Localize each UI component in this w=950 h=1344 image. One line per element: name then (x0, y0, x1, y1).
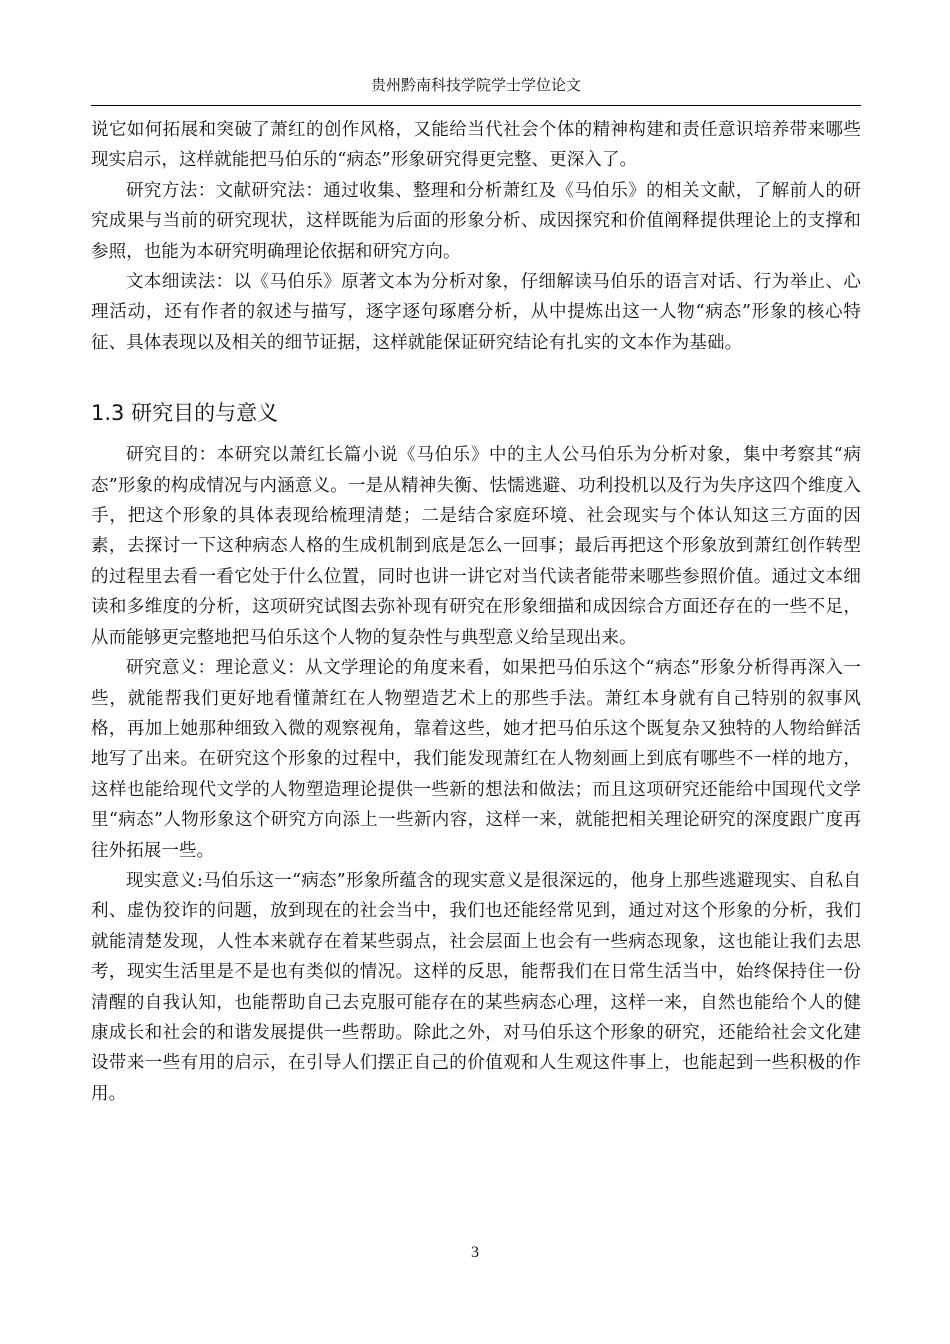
paragraph: 现实意义:马伯乐这一“病态”形象所蕴含的现实意义是很深远的，他身上那些逃避现实、自私自利、虚伪狡诈的问题，放到现在的社会当中，我们也还能经常见到，通过对这个形象的分析，我们就能清楚发现，人性本来就存在着某些弱点，社会层面上也会有一些病态现象，这也能让我们去思考，现实生活里是不是也有类似的情况。这样的反思，能帮我们在日常生活当中，始终保持住一份清醒的自我认知，也能帮助自己去克服可能存在的某些病态心理，这样一来，自然也能给个人的健康成长和社会的和谐发展提供一些帮助。除此之外，对马伯乐这个形象的研究，还能给社会文化建设带来一些有用的启示，在引导人们摆正自己的价值观和人生观这件事上，也能起到一些积极的作用。 (91, 870, 861, 1104)
body-text (91, 115, 861, 1109)
paragraph: 文本细读法：以《马伯乐》原著文本为分析对象，仔细解读马伯乐的语言对话、行为举止、心理活动，还有作者的叙述与描写，逐字逐句琢磨分析，从中提炼出这一人物“病态”形象的核心特征、具体表现以及相关的细节证据，这样就能保证研究结论有扎实的文本作为基础。 (91, 272, 861, 353)
paragraph: 研究方法：文献研究法：通过收集、整理和分析萧红及《马伯乐》的相关文献，了解前人的研究成果与当前的研究现状，这样既能为后面的形象分析、成因探究和价值阐释提供理论上的支撑和参照，也能为本研究明确理论依据和研究方向。 (91, 180, 861, 262)
paragraph: 研究意义：理论意义：从文学理论的角度来看，如果把马伯乐这个“病态”形象分析得再深入一些，就能帮我们更好地看懂萧红在人物塑造艺术上的那些手法。萧红本身就有自己特别的叙事风格，再加上她那种细致入微的观察视角，靠着这些，她才把马伯乐这个既复杂又独特的人物给鲜活地写了出来。在研究这个形象的过程中，我们能发现萧红在人物刻画上到底有哪些不一样的地方，这样也能给现代文学的人物塑造理论提供一些新的想法和做法；而且这项研究还能给中国现代文学里“病态”人物形象这个研究方向添上一些新内容，这样一来，就能把相关理论研究的深度跟广度再往外拓展一些。 (91, 658, 861, 861)
running-header: 贵州黔南科技学院学士学位论文 (91, 74, 861, 106)
page-number: 3 (471, 1244, 479, 1261)
paragraph: 研究目的：本研究以萧红长篇小说《马伯乐》中的主人公马伯乐为分析对象，集中考察其“病态”形象的构成情况与内涵意义。一是从精神失衡、怯懦逃避、功利投机以及行为失序这四个维度入手，把这个形象的具体表现给梳理清楚；二是结合家庭环境、社会现实与个体认知这三方面的因素，去探讨一下这种病态人格的生成机制到底是怎么一回事；最后再把这个形象放到萧红创作转型的过程里去看一看它处于什么位置，同时也讲一讲它对当代读者能带来哪些参照价值。通过文本细读和多维度的分析，这项研究试图去弥补现有研究在形象细描和成因综合方面还存在的一些不足，从而能够更完整地把马伯乐这个人物的复杂性与典型意义给呈现出来。 (91, 445, 861, 648)
section-heading: 1.3 研究目的与意义 (91, 401, 279, 426)
paragraph: 说它如何拓展和突破了萧红的创作风格，又能给当代社会个体的精神构建和责任意识培养带来哪些现实启示，这样就能把马伯乐的“病态”形象研究得更完整、更深入了。 (91, 120, 861, 171)
